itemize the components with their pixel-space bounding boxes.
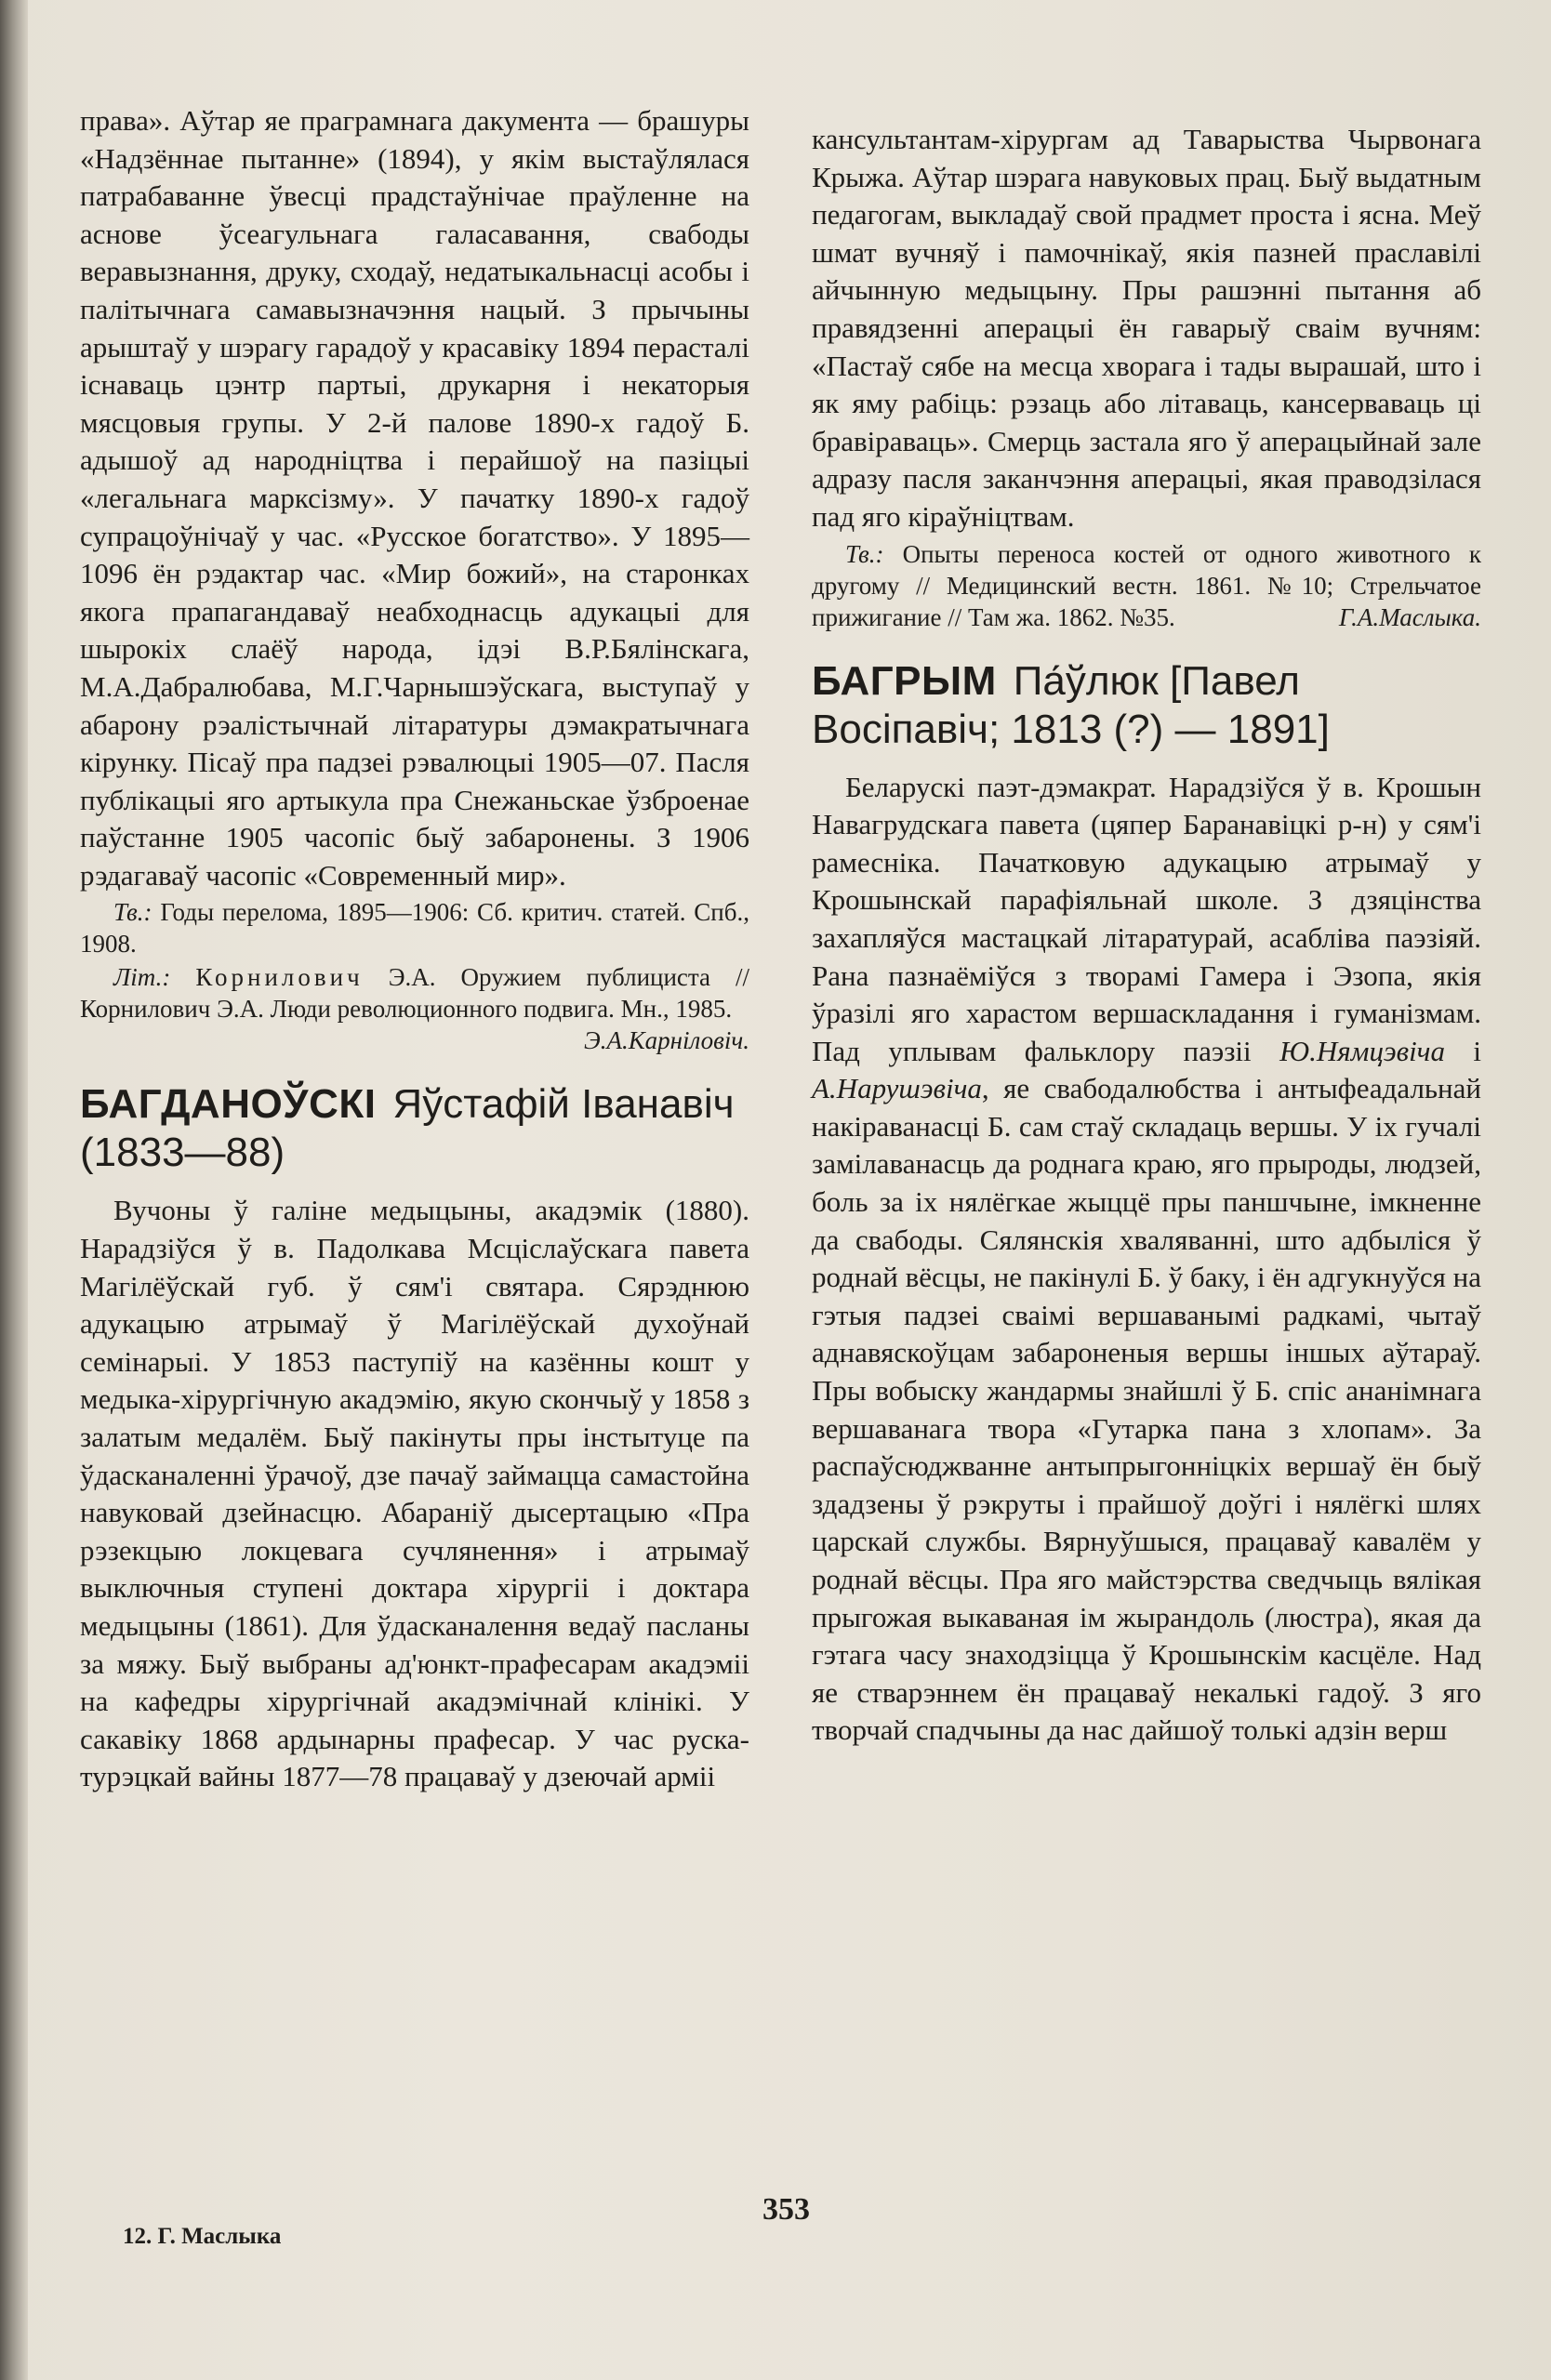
page-number: 353 (762, 2192, 810, 2227)
entry-text-part1: Беларускі паэт-дэмакрат. Нарадзіўся ў в. Крошын Навагрудскага павета (цяпер Баранавіцкі р-н) у сям'і рамесніка. Пачатковую адукацыю атрымаў у Крошынскай парафіяльнай школе. З дзяцінства захапляўся мастацкай літаратурай, асабліва паэзіяй. Рана пазнаёміўся з творамі Гамера і Эзопа, якія ўразілі яго харастом вершаскладання і гуманізмам. Пад уплывам фальклору паэзіі (812, 770, 1481, 1067)
literature-author: Корнилович (195, 963, 364, 992)
works-label: Тв.: (845, 539, 884, 568)
works-line (80, 896, 749, 959)
works-text: Годы перелома, 1895—1906: Сб. критич. статей. Спб., 1908. (80, 898, 749, 959)
literature-text: Э.А. Оружием публициста // Корнилович Э.А. Люди революционного подвига. Мн., 1985. (80, 963, 750, 1024)
person-link-niamcevich: Ю.Нямцэвіча (1279, 1034, 1445, 1067)
entry-name: Па́ўлюк [Павел Восіпавіч; 1813 (?) — 1891] (812, 657, 1330, 752)
entry-heading-bahdanouski (80, 1080, 749, 1177)
left-column (80, 102, 749, 1796)
entry-heading-bahrym (812, 657, 1481, 754)
works-text: Опыты переноса костей от одного животного к другому // Медицинский вестн. 1861. №10; Стрельчатое прижигание // Там жа. 1862. №35. (812, 539, 1481, 631)
literature-line (80, 961, 749, 1025)
entry-text: Вучоны ў галіне медыцыны, акадэмік (1880). Нарадзіўся ў в. Падолкава Мсціслаўскага павета Магілёўскай губ. ў сям'і святара. Сярэднюю адукацыю атрымаў ў Магілёўскай духоўнай семінарыі. У 1853 паступіў на казённы кошт у медыка-хірургічную акадэмію, якую скончыў у 1858 з залатым медалём. Быў пакінуты пры інстытуце па ўдасканаленні ўрачоў, дзе пачаў займацца самастойна навуковай дзейнасцю. Абараніў дысертацыю «Пра рэзекцыю локцевага сучлянення» і атрымаў выключныя ступені доктара хірургіі і доктара медыцыны (1861). Для ўдасканалення ведаў пасланы за мяжу. Быў выбраны ад'юнкт-прафесарам акадэміі на кафедры хірургічнай акадэмічнай клінікі. У сакавіку 1868 ардынарны прафесар. У час руска-турэцкай вайны 1877—78 працаваў у дзеючай арміі (80, 1194, 749, 1793)
author-signature: Э.А.Карніловіч. (584, 1026, 749, 1055)
article-continuation: кансультантам-хірургам ад Таварыства Чырвонага Крыжа. Аўтар шэрага навуковых прац. Быў выдатным педагогам, выкладаў свой прадмет проста і ясна. Меў шмат вучняў і памочнікаў, якія пазней праславілі айчынную медыцыну. Пры рашэнні пытання аб правядзенні аперацыі ён гаварыў сваім вучням: «Пастаў сябе на месца хворага і тады вырашай, што і як яму рабіць: рэзаць або літаваць, кансерваваць ці бравіраваць». Смерць застала яго ў аперацыйнай зале адразу пасля заканчэння аперацыі, якая праводзілася пад яго кіраўніцтвам. (812, 123, 1481, 533)
entry-text-part2: , яе свабодалюбства і антыфеадальнай накіраванасці Б. сам стаў складаць вершы. У іх гучалі замілаванасць да роднага краю, яго прыроды, людзей, боль за іх нялёгкае жыццё пры паншчыне, імкненне да свабоды. Сялянскія хваляванні, што адбыліся ў роднай вёсцы, не пакінулі Б. ў баку, і ён адгукнуўся на гэтыя падзеі сваімі вершаванымі радкамі, чытаў аднавяскоўцам забароненыя вершы іншых аўтараў. Пры вобыску жандармы знайшлі ў Б. спіс ананімнага вершаванага твора «Гутарка пана з хлопам». За распаўсюджванне антыпрыгонніцкіх вершаў ён быў здадзены ў рэкруты і прайшоў доўгі і нялёгкі шлях царскай службы. Вярнуўшыся, працаваў кавалём у роднай вёсцы. Пра яго майстэрства сведчыць вялікая прыгожая выкаваная ім жырандоль (люстра), якая да гэтага часу знаходзіцца ў Крошынскім касцёле. Над яе стварэннем ён працаваў некалькі гадоў. З яго творчай спадчыны да нас дайшоў толькі адзін верш (812, 1072, 1481, 1747)
literature-label: Літ.: (113, 963, 171, 992)
works-label: Тв.: (113, 898, 152, 927)
signature-mark: 12. Г. Маслыка (123, 2224, 282, 2249)
person-link-narushevich: А.Нарушэвіча (812, 1072, 982, 1105)
book-spine-shadow (0, 0, 28, 2380)
entry-headword: БАГРЫМ (812, 657, 997, 704)
conjunction: і (1473, 1034, 1482, 1067)
works-line (812, 538, 1481, 633)
entry-headword: БАГДАНОЎСКІ (80, 1081, 377, 1128)
right-column (812, 121, 1481, 1750)
author-signature: Г.А.Маслыка. (1338, 602, 1481, 631)
article-continuation: права». Аўтар яе праграмнага дакумента — брашуры «Надзённае пытанне» (1894), у якім выстаўлялася патрабаванне ўвесці прадстаўнічае праўленне на аснове ўсеагульнага галасавання, свабоды веравызнання, друку, сходаў, недатыкальнасці асобы і палітычнага самавызначэння нацый. З прычыны арыштаў у шэрагу гарадоў у красавіку 1894 перасталі існаваць цэнтр партыі, друкарня і некаторыя мясцовыя групы. У 2-й палове 1890-х гадоў Б. адышоў ад народніцтва і перайшоў на пазіцыі «легальнага марксізму». У пачатку 1890-х гадоў супрацоўнічаў у час. «Русское богатство». У 1895—1096 ён рэдактар час. «Мир божий», на старонках якога прапагандаваў неабходнасць адукацыі для шырокіх слаёў народа, ідэі В.Р.Бялінскага, М.А.Дабралюбава, М.Г.Чарнышэўскага, выступаў у абарону рэалістычнай літаратуры дэмакратычнага кірунку. Пісаў пра падзеі рэвалюцыі 1905—07. Пасля публікацыі яго артыкула пра Снежаньскае ўзброенае паўстанне 1905 часопіс быў забаронены. З 1906 рэдагаваў часопіс «Современный мир». (80, 104, 749, 892)
entry-text (812, 769, 1481, 1750)
entry-name: Яўстафій Іванавіч (1833—88) (80, 1081, 735, 1176)
